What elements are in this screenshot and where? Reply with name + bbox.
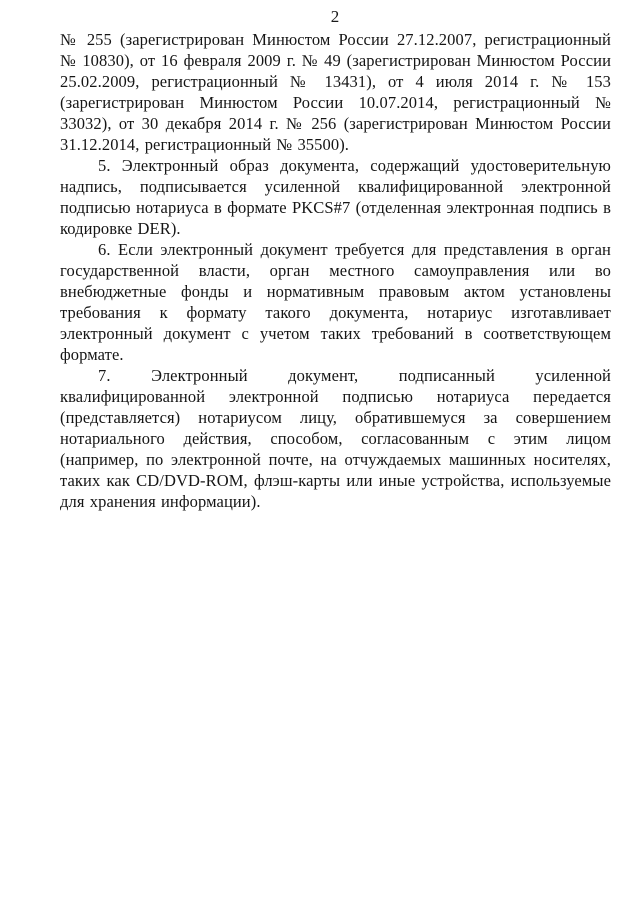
paragraph-continuation: № 255 (зарегистрирован Минюстом России 27.12.2007, регистрационный № 10830), от 16 февраля 2009 г. № 49 (зарегистрирован Минюстом России 25.02.2009, регистрационный № 13431), от 4 июля 2014 г. № 153 (зарегистрирован Минюстом России 10.07.2014, регистрационный № 33032), от 30 декабря 2014 г. № 256 (зарегистрирован Минюстом России 31.12.2014, регистрационный № 35500). (60, 30, 611, 154)
paragraph-item-7: 7. Электронный документ, подписанный усиленной квалифицированной электронной подписью нотариуса передается (представляется) нотариусом лицу, обратившемуся за совершением нотариального действия, способом, согласованным с этим лицом (например, по электронной почте, на отчуждаемых машинных носителях, таких как CD/DVD-ROM, флэш-карты или иные устройства, используемые для хранения информации). (60, 366, 611, 511)
page-number: 2 (330, 7, 340, 26)
paragraph-item-5: 5. Электронный образ документа, содержащий удостоверительную надпись, подписывается усиленной квалифицированной электронной подписью нотариуса в формате PKCS#7 (отделенная электронная подпись в кодировке DER). (60, 156, 611, 238)
paragraph-item-6: 6. Если электронный документ требуется для представления в орган государственной власти, орган местного самоуправления или во внебюджетные фонды и нормативным правовым актом установлены требования к формату такого документа, нотариус изготавливает электронный документ с учетом таких требований в соответствующем формате. (60, 240, 611, 364)
document-text-block (60, 29, 611, 512)
